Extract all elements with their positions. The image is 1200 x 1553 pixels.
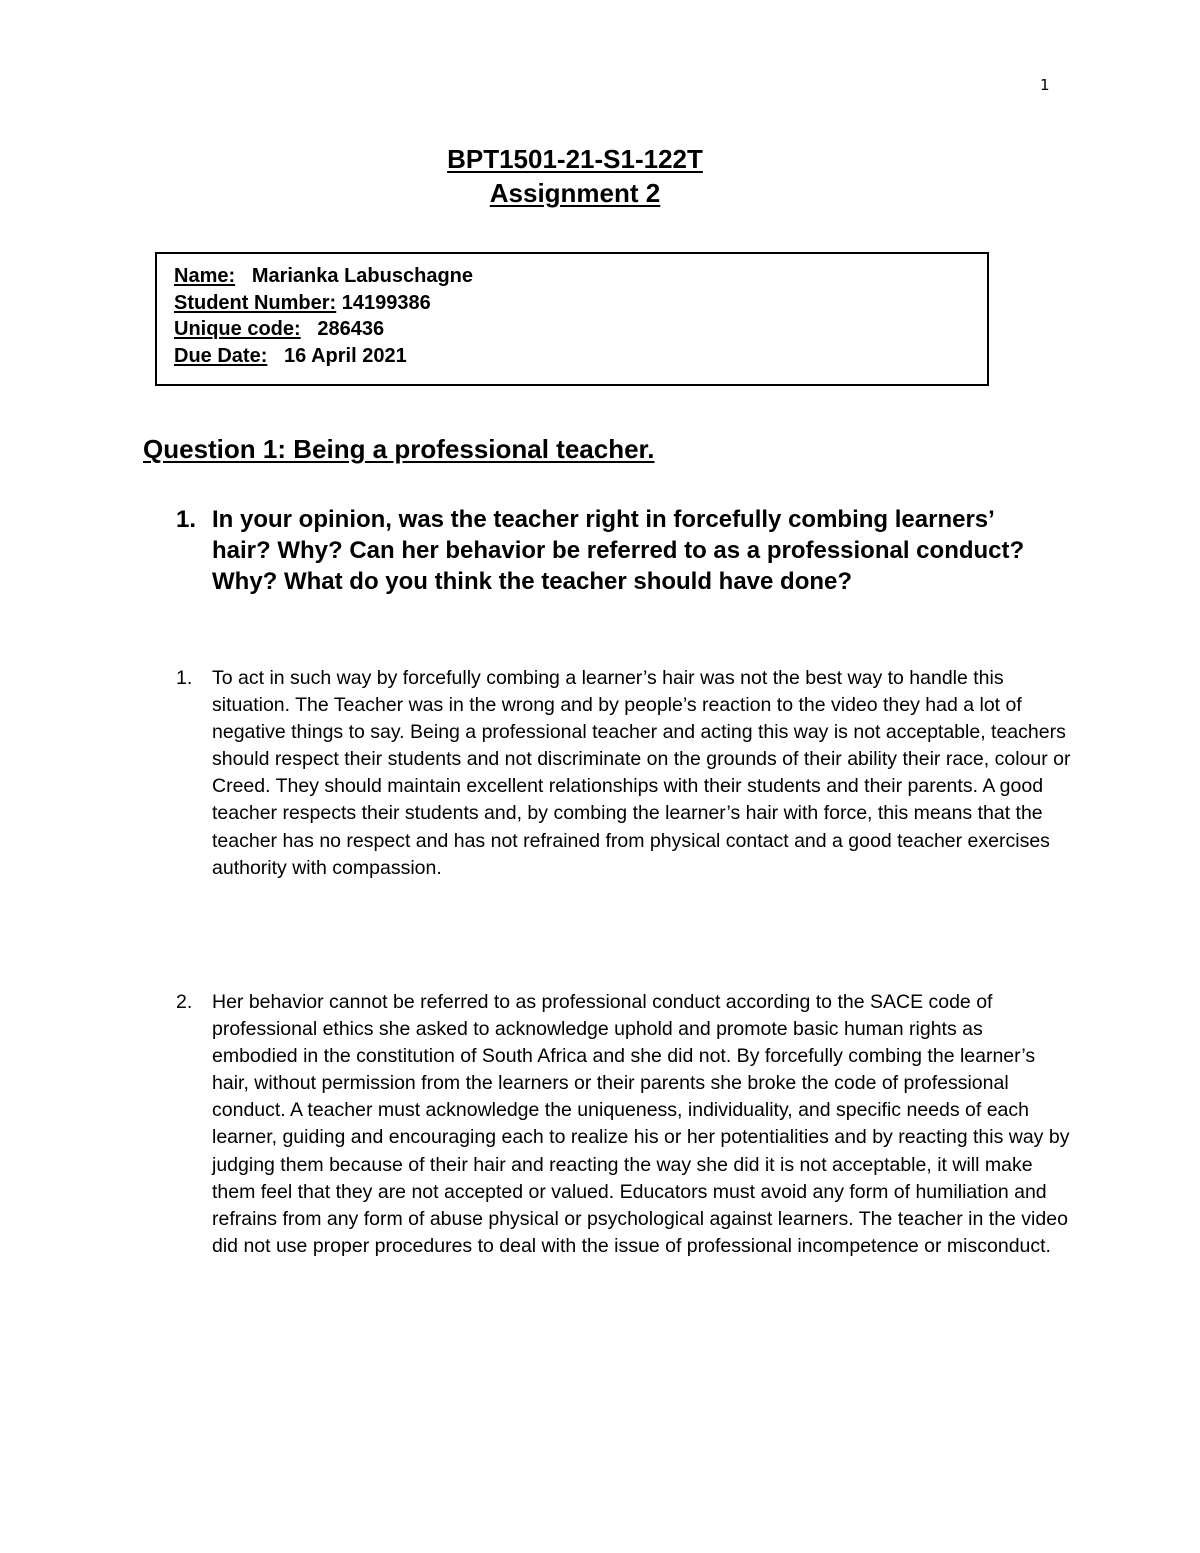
student-number-label: Student Number: xyxy=(174,291,337,314)
due-date-value: 16 April 2021 xyxy=(284,344,407,367)
unique-code-label: Unique code: xyxy=(174,318,301,340)
question-item-number: 1. xyxy=(176,506,197,533)
question-heading: Question 1: Being a professional teacher. xyxy=(143,434,655,464)
student-number-row xyxy=(174,290,987,317)
assignment-title: Assignment 2 xyxy=(489,178,661,208)
answer-1-number: 1. xyxy=(176,667,193,689)
answer-2-text: Her behavior cannot be referred to as professional conduct according to the SACE code of professional ethics she asked to acknowledge uphold and promote basic human rights as embodied in the constitution of South Africa and she did not. By forcefully combing the learner’s hair, without permission from the learners or their parents she broke the code of professional conduct. A teacher must acknowledge the uniqueness, individuality, and specific needs of each learner, guiding and encouraging each to realize his or her potentialities and by reacting this way by judging them because of their hair and reacting the way she did it is not acceptable, it will make them feel that they are not accepted or valued. Educators must avoid any form of humiliation and refrains from any form of abuse physical or psychological against learners. The teacher in the video did not use proper procedures to deal with the issue of professional incompetence or misconduct. xyxy=(212,991,1070,1257)
answer-2-number: 2. xyxy=(176,991,193,1013)
answer-1-text: To act in such way by forcefully combing a learner’s hair was not the best way to handle this situation. The Teacher was in the wrong and by people’s reaction to the video they had a lot of negative things to say. Being a professional teacher and acting this way is not acceptable, teachers should respect their students and not discriminate on the grounds of their ability their race, colour or Creed. They should maintain excellent relationships with their students and their parents. A good teacher respects their students and, by combing the learner’s hair with force, this means that the teacher has no respect and has not refrained from physical contact and a good teacher exercises authority with compassion. xyxy=(212,667,1071,879)
unique-code-row xyxy=(174,316,987,343)
name-value: Marianka Labuschagne xyxy=(251,265,473,287)
student-info-box xyxy=(155,252,989,386)
document-title xyxy=(0,142,1150,210)
name-row xyxy=(174,263,987,290)
student-number-value: 14199386 xyxy=(341,291,431,314)
due-date-label: Due Date: xyxy=(174,344,268,367)
page-number: 1 xyxy=(1040,76,1050,94)
due-date-row xyxy=(174,343,987,370)
question-item-text: In your opinion, was the teacher right in forcefully combing learners’ hair? Why? Can her behavior be referred to as a professional conduct? Why? What do you think the teacher should have done? xyxy=(212,506,1025,595)
unique-code-value: 286436 xyxy=(317,318,385,340)
question-item xyxy=(176,504,1056,597)
name-label: Name: xyxy=(174,265,236,287)
answer-1 xyxy=(176,665,1071,882)
answer-2 xyxy=(176,989,1071,1260)
course-code: BPT1501-21-S1-122T xyxy=(447,144,703,174)
